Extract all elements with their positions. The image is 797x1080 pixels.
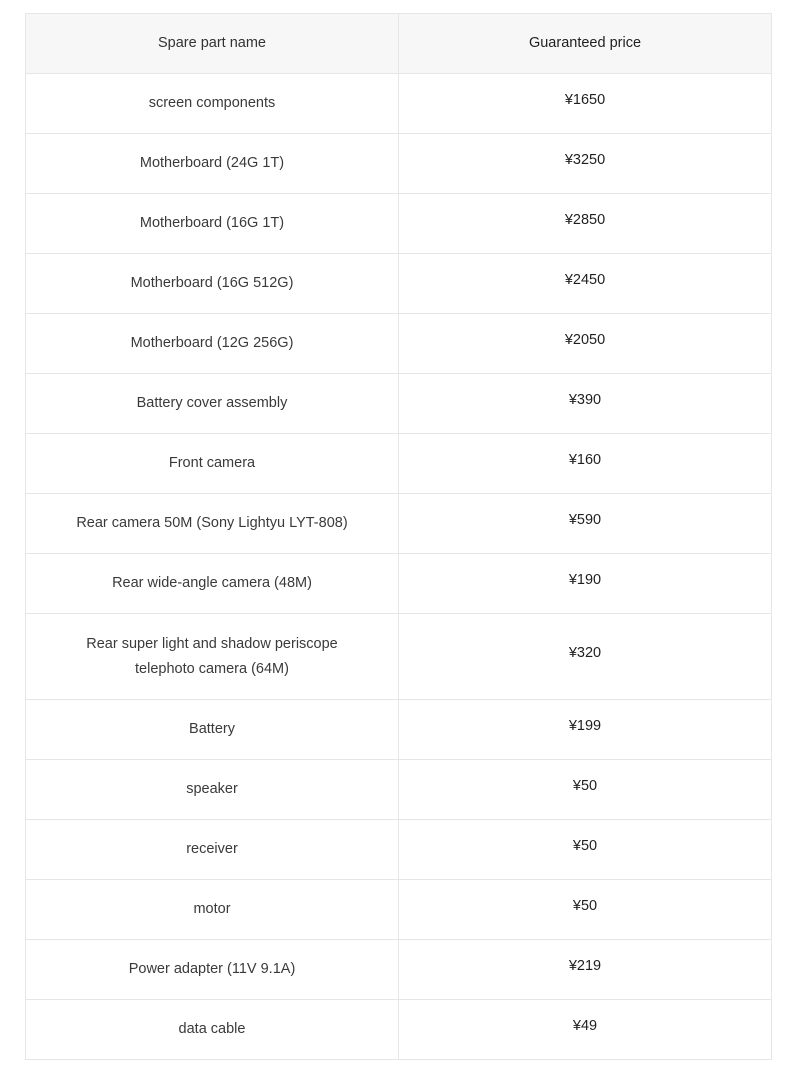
price-cell: [399, 760, 772, 820]
price-cell: [399, 700, 772, 760]
part-name-cell: Motherboard (16G 1T): [26, 194, 399, 254]
part-name-cell: screen components: [26, 74, 399, 134]
part-name-cell: Motherboard (24G 1T): [26, 134, 399, 194]
table-row: [26, 134, 772, 194]
table-row: [26, 374, 772, 434]
price-cell: [399, 74, 772, 134]
column-header-guaranteed-price: Guaranteed price: [399, 14, 772, 74]
part-name-cell: Battery cover assembly: [26, 374, 399, 434]
part-name-cell: Motherboard (16G 512G): [26, 254, 399, 314]
part-name-cell: Battery: [26, 700, 399, 760]
price-value: ¥50: [572, 898, 598, 914]
table-row: [26, 494, 772, 554]
price-value: ¥199: [568, 718, 602, 734]
price-cell: [399, 434, 772, 494]
price-cell: [399, 194, 772, 254]
table-row: [26, 614, 772, 700]
price-value: ¥590: [568, 512, 602, 528]
part-name-cell: receiver: [26, 820, 399, 880]
price-value: ¥49: [572, 1018, 598, 1034]
table-row: [26, 74, 772, 134]
table-row: [26, 554, 772, 614]
table-row: [26, 314, 772, 374]
price-value: ¥1650: [564, 92, 606, 108]
price-cell: [399, 940, 772, 1000]
part-name-cell: Rear camera 50M (Sony Lightyu LYT-808): [26, 494, 399, 554]
part-name-cell: Front camera: [26, 434, 399, 494]
part-name-cell: speaker: [26, 760, 399, 820]
price-cell: [399, 1000, 772, 1060]
table-row: [26, 700, 772, 760]
price-value: ¥190: [568, 572, 602, 588]
table-row: [26, 820, 772, 880]
price-value: ¥160: [568, 452, 602, 468]
price-cell: [399, 494, 772, 554]
price-value: ¥50: [572, 838, 598, 854]
price-cell: [399, 880, 772, 940]
price-cell: [399, 554, 772, 614]
spare-parts-price-table-container: [25, 13, 771, 1060]
table-row: [26, 940, 772, 1000]
price-cell: [399, 374, 772, 434]
table-row: [26, 880, 772, 940]
price-value: ¥2050: [564, 332, 606, 348]
price-cell: [399, 614, 772, 700]
price-value: ¥390: [568, 392, 602, 408]
part-name-cell: Power adapter (11V 9.1A): [26, 940, 399, 1000]
price-cell: [399, 254, 772, 314]
table-row: [26, 434, 772, 494]
table-row: [26, 254, 772, 314]
price-value: ¥320: [568, 645, 602, 661]
part-name-cell: Rear wide-angle camera (48M): [26, 554, 399, 614]
column-header-part-name: Spare part name: [26, 14, 399, 74]
table-header-row: [26, 14, 772, 74]
table-row: [26, 1000, 772, 1060]
price-value: ¥50: [572, 778, 598, 794]
price-cell: [399, 820, 772, 880]
part-name-cell: Motherboard (12G 256G): [26, 314, 399, 374]
price-cell: [399, 134, 772, 194]
price-value: ¥219: [568, 958, 602, 974]
price-value: ¥2850: [564, 212, 606, 228]
spare-parts-price-table: [25, 13, 772, 1060]
part-name-cell: motor: [26, 880, 399, 940]
price-value: ¥2450: [564, 272, 606, 288]
price-value: ¥3250: [564, 152, 606, 168]
table-row: [26, 760, 772, 820]
part-name-cell: Rear super light and shadow periscope telephoto camera (64M): [26, 614, 399, 700]
part-name-cell: data cable: [26, 1000, 399, 1060]
price-cell: [399, 314, 772, 374]
table-row: [26, 194, 772, 254]
